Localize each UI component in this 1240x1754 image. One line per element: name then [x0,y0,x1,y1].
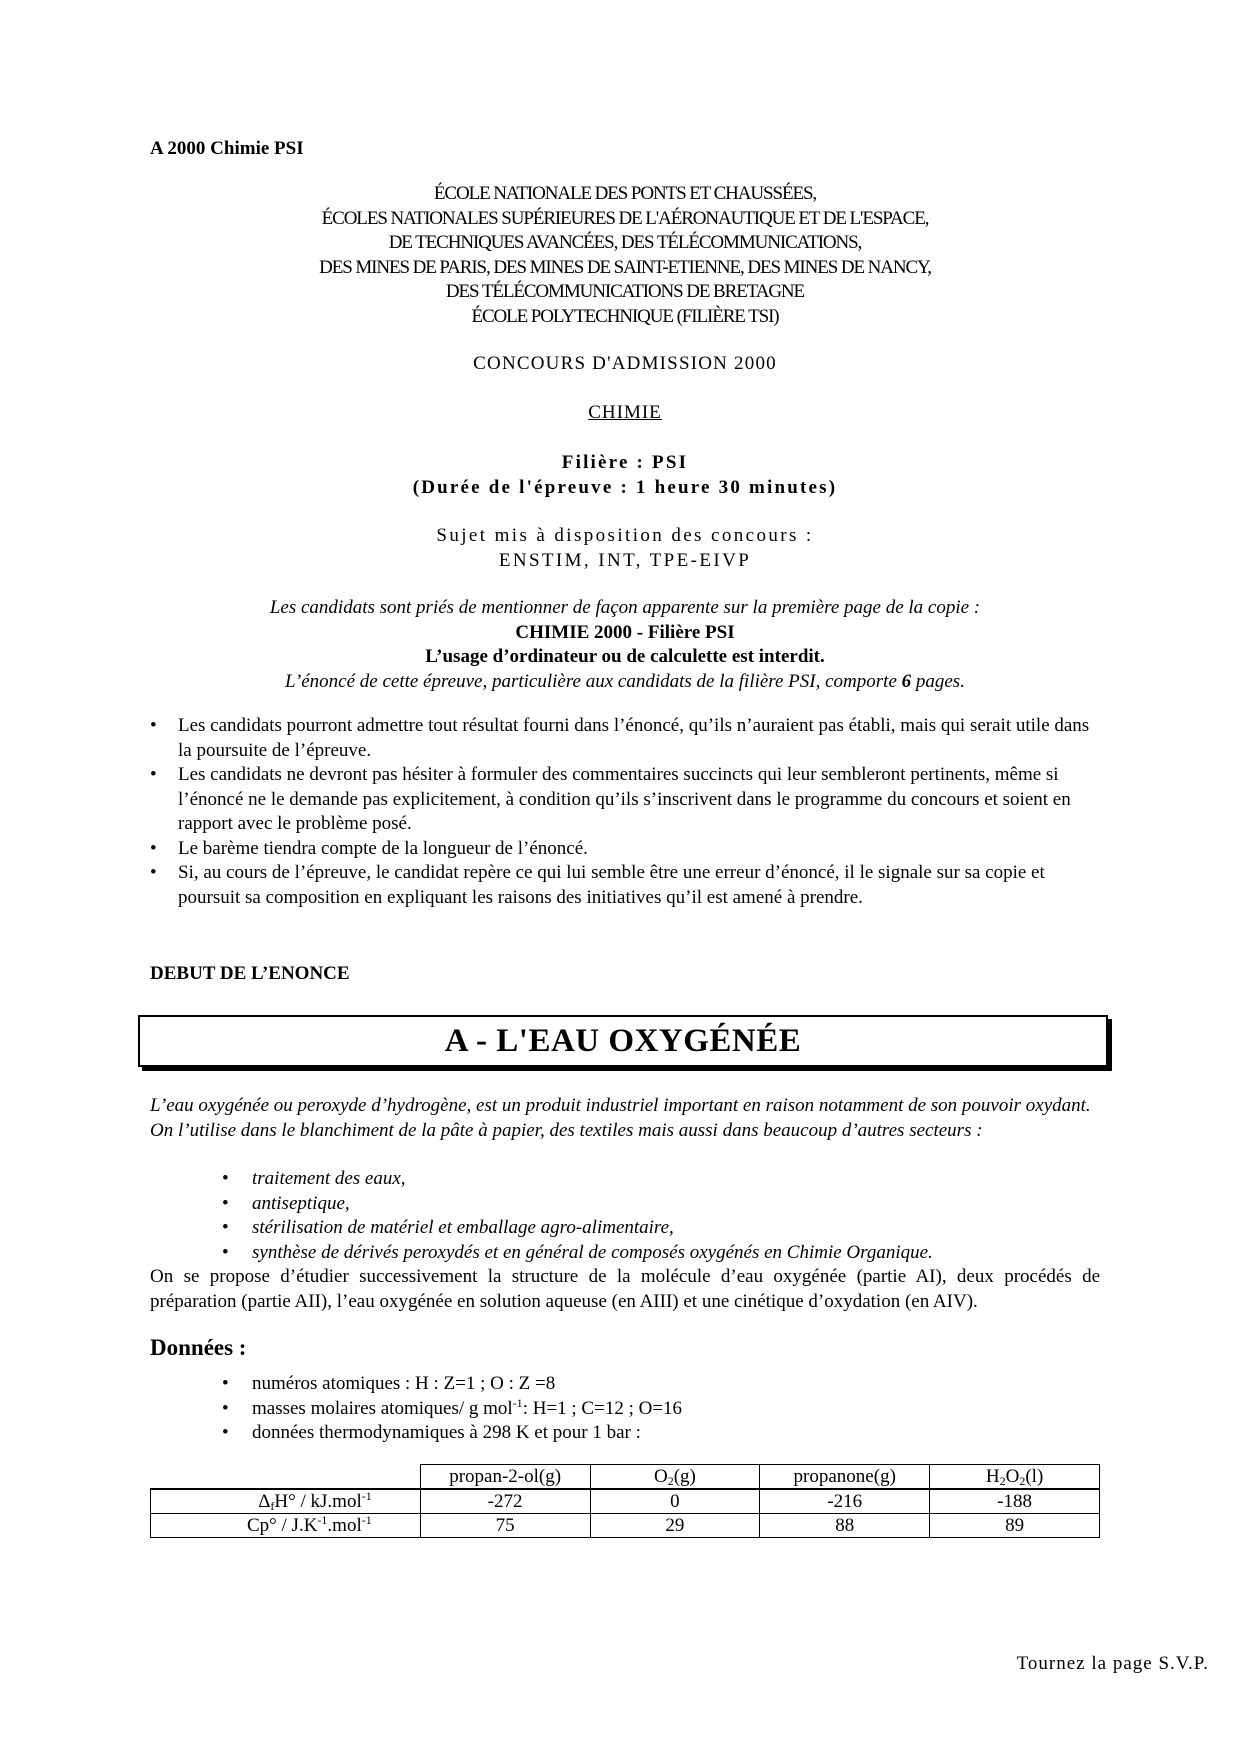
sujet-block [150,524,1100,573]
superscript: -1 [361,1512,372,1527]
bullet-icon: • [222,1192,229,1214]
rule-text: Si, au cours de l’épreuve, le candidat repère ce qui lui semble être une erreur d’énoncé, il le signale sur sa copie et poursuit sa composition en expliquant les raisons des initiatives qu’il est amené à prendre. [178,862,1045,908]
superscript: -1 [317,1512,328,1527]
row-header [151,1514,421,1538]
list-item [222,1421,682,1446]
applications-list [222,1167,933,1265]
filiere-label: Filière : PSI [561,452,689,473]
table-cell: -272 [420,1489,590,1514]
formula-part: O [1005,1465,1020,1487]
bullet-icon: • [222,1397,229,1419]
table-corner [151,1465,421,1490]
intro-paragraph [150,1094,1100,1143]
list-item [150,714,1100,763]
formula-part: Cp° / J.K [247,1514,318,1536]
bullet-icon: • [150,715,157,736]
list-item [150,763,1100,837]
copy-header-label: CHIMIE 2000 - Filière PSI [515,621,735,643]
list-item [222,1167,933,1192]
instructions-block [150,596,1100,694]
exam-page [150,0,1100,1754]
subscript: f [270,1498,275,1513]
data-heading: Données : [150,1335,247,1360]
column-header: propanone(g) [760,1465,930,1490]
subscript: 2 [999,1473,1006,1488]
page-count-suffix: pages. [911,670,965,692]
list-item [222,1241,933,1266]
intro-text: On l’utilise dans le blanchiment de la pâte à papier, des textiles mais aussi dans beaucoup d’autres secteurs : [150,1119,983,1141]
formula-part: Δ [258,1490,271,1512]
rule-text: Les candidats pourront admettre tout résultat fourni dans l’énoncé, qu’ils n’auraient pas établi, mais qui serait utile dans la poursuite de l’épreuve. [178,715,1090,761]
bullet-icon: • [222,1241,229,1263]
bullet-icon: • [222,1422,229,1443]
list-item [222,1372,682,1397]
concours-list: ENSTIM, INT, TPE-EIVP [498,549,752,571]
formula-part: (g) [673,1465,696,1487]
formula-part: (l) [1025,1465,1044,1487]
formula-part: O [653,1465,668,1487]
page-count-text: L’énoncé de cette épreuve, particulière aux candidats de la filière PSI, comporte [285,670,902,692]
filiere-block [150,451,1100,500]
row-header [151,1489,421,1514]
thermo-table [150,1464,1100,1538]
rule-text: Les candidats ne devront pas hésiter à formuler des commentaires succincts qui leur sembleront pertinents, même si l’énoncé ne le demande pas explicitement, à condition qu’ils s’inscrivent dans le programme du concours et soient en rapport avec le problème posé. [178,764,1071,834]
column-header: propan-2-ol(g) [420,1465,590,1490]
table-cell: 75 [420,1514,590,1538]
data-text: masses molaires atomiques/ g mol [252,1397,513,1419]
school-line: DES TÉLÉCOMMUNICATIONS DE BRETAGNE [445,281,805,302]
instruction-line: Les candidats sont priés de mentionner de façon apparente sur la première page de la copie : [269,597,981,618]
section-title-box [138,1015,1108,1067]
data-text: numéros atomiques : H : Z=1 ; O : Z =8 [252,1373,556,1394]
bullet-icon: • [150,764,157,785]
exam-code: A 2000 Chimie PSI [150,138,304,159]
sujet-line: Sujet mis à disposition des concours : [436,525,814,546]
table-row [151,1489,1100,1514]
table-row [151,1514,1100,1538]
table-cell: -216 [760,1489,930,1514]
bullet-icon: • [222,1168,229,1189]
list-item [222,1216,933,1241]
subject-title: CHIMIE [588,402,662,423]
bullet-icon: • [222,1217,229,1238]
schools-list [150,182,1100,329]
table-cell: 89 [930,1514,1100,1538]
page-count-line [150,670,1100,695]
school-line: DES MINES DE PARIS, DES MINES DE SAINT-ETIENNE, DES MINES DE NANCY, [319,256,931,278]
list-item [150,861,1100,910]
data-text: données thermodynamiques à 298 K et pour 1 bar : [252,1422,641,1443]
table-cell: -188 [930,1489,1100,1514]
bullet-icon: • [222,1373,229,1394]
table-header-row [151,1465,1100,1490]
formula-part: .mol [327,1514,362,1536]
subscript: 2 [667,1473,674,1488]
school-line: ÉCOLE NATIONALE DES PONTS ET CHAUSSÉES, [433,183,817,204]
section-title: A - L'EAU OXYGÉNÉE [444,1022,802,1059]
application-text: antiseptique, [252,1192,350,1214]
list-item [222,1397,682,1422]
table-cell: 0 [590,1489,760,1514]
formula-part: H° / kJ.mol [274,1490,362,1512]
duration-label: (Durée de l'épreuve : 1 heure 30 minutes) [412,476,838,498]
school-line: DE TECHNIQUES AVANCÉES, DES TÉLÉCOMMUNICATIONS, [388,232,862,253]
intro-text: L’eau oxygénée ou peroxyde d’hydrogène, est un produit industriel important en raison notamment de son pouvoir oxydant. [150,1095,1091,1116]
statement-start-label: DEBUT DE L’ENONCE [150,963,350,984]
column-header [930,1465,1100,1490]
plan-paragraph: On se propose d’étudier successivement la structure de la molécule d’eau oxygénée (partie AI), deux procédés de préparation (partie AII), l’eau oxygénée en solution aqueuse (en AIII) et une cinétique d’oxydation (en AIV). [150,1266,1100,1312]
bullet-icon: • [150,837,157,859]
subscript: 2 [1019,1473,1026,1488]
superscript: -1 [512,1395,523,1410]
table-cell: 88 [760,1514,930,1538]
formula-part: H [985,1465,1000,1487]
column-header [590,1465,760,1490]
calculator-rule: L’usage d’ordinateur ou de calculette est interdit. [425,646,825,667]
bullet-icon: • [150,862,157,883]
concours-title: CONCOURS D'ADMISSION 2000 [473,353,777,374]
application-text: synthèse de dérivés peroxydés et en général de composés oxygénés en Chimie Organique. [252,1241,933,1263]
rules-list [150,714,1100,910]
application-text: stérilisation de matériel et emballage agro-alimentaire, [252,1217,674,1238]
rule-text: Le barème tiendra compte de la longueur de l’énoncé. [178,837,588,859]
page-footer: Tournez la page S.V.P. [1016,1653,1209,1674]
table-cell: 29 [590,1514,760,1538]
application-text: traitement des eaux, [252,1168,406,1189]
data-text: : H=1 ; C=12 ; O=16 [522,1397,683,1419]
list-item [222,1192,933,1217]
superscript: -1 [361,1488,372,1503]
school-line: ÉCOLE POLYTECHNIQUE (FILIÈRE TSI) [471,305,779,327]
page-count-number: 6 [901,670,912,692]
school-line: ÉCOLES NATIONALES SUPÉRIEURES DE L'AÉRONAUTIQUE ET DE L'ESPACE, [321,207,929,229]
list-item [150,837,1100,862]
data-list [222,1372,682,1446]
